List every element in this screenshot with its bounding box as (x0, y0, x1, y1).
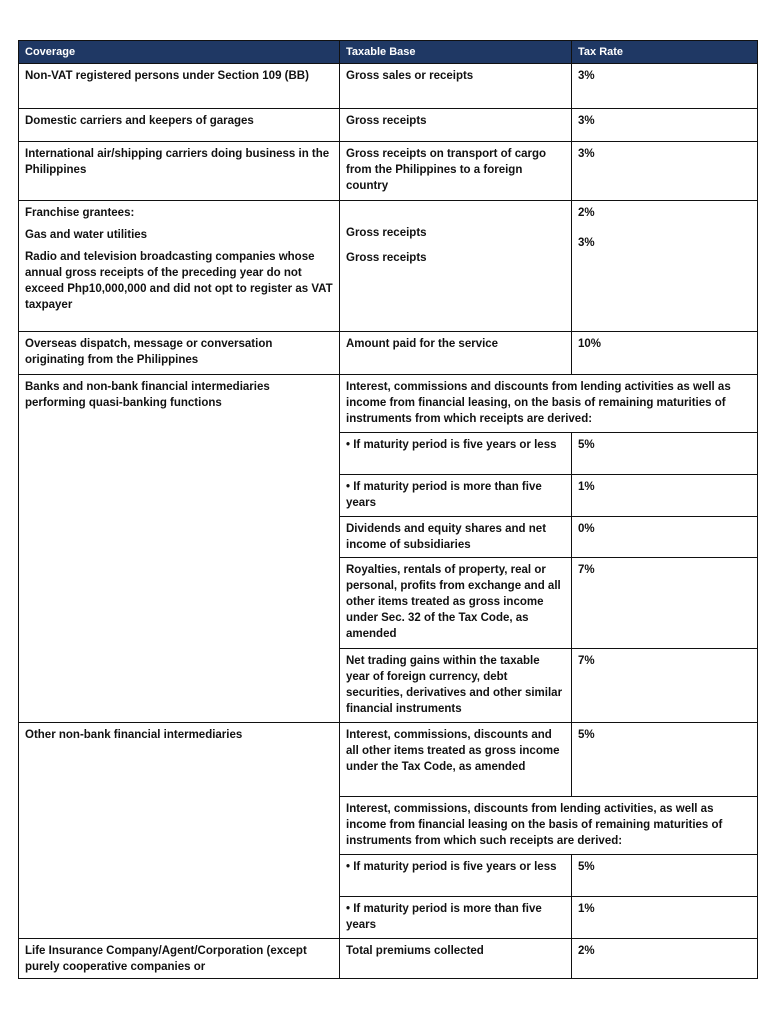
table-row (19, 723, 758, 797)
franchise-radio: Radio and television broadcasting companies whose annual gross receipts of the preceding year do not exceed Php10,000,000 and did not opt to register as VAT taxpayer (25, 251, 333, 311)
table-row (19, 64, 758, 109)
coverage-cell: International air/shipping carriers doing business in the Philippines (19, 142, 340, 201)
coverage-cell (19, 201, 340, 332)
table-row (19, 332, 758, 375)
table-row (19, 201, 758, 332)
franchise-radio-base: Gross receipts (346, 252, 427, 264)
taxable-base-cell (340, 201, 572, 332)
taxable-base-cell: • If maturity period is five years or less (340, 855, 572, 897)
tax-rate-cell: 2% (572, 939, 758, 979)
header-coverage: Coverage (19, 41, 340, 64)
tax-rate-cell: 5% (572, 855, 758, 897)
coverage-cell: Non-VAT registered persons under Section 109 (BB) (19, 64, 340, 109)
table-row (19, 142, 758, 201)
taxable-base-intro: Interest, commissions and discounts from lending activities as well as income from financial leasing, on the basis of remaining maturities of instruments from which receipts are derived: (340, 375, 758, 433)
tax-rate-cell: 1% (572, 475, 758, 517)
coverage-cell: Banks and non-bank financial intermediaries performing quasi-banking functions (19, 375, 340, 723)
taxable-base-cell: • If maturity period is five years or less (340, 433, 572, 475)
coverage-cell: Life Insurance Company/Agent/Corporation (except purely cooperative companies or (19, 939, 340, 979)
tax-rate-cell: 5% (572, 723, 758, 797)
coverage-cell: Other non-bank financial intermediaries (19, 723, 340, 939)
franchise-radio-rate: 3% (578, 237, 595, 249)
tax-rate-cell: 5% (572, 433, 758, 475)
taxable-base-cell: • If maturity period is more than five years (340, 475, 572, 517)
taxable-base-cell: Amount paid for the service (340, 332, 572, 375)
taxable-base-cell: Gross sales or receipts (340, 64, 572, 109)
tax-rate-cell: 0% (572, 517, 758, 558)
tax-rate-cell: 1% (572, 897, 758, 939)
coverage-cell: Overseas dispatch, message or conversation originating from the Philippines (19, 332, 340, 375)
tax-rate-cell: 7% (572, 558, 758, 649)
table-row (19, 939, 758, 979)
header-taxable-base: Taxable Base (340, 41, 572, 64)
taxable-base-cell: Total premiums collected (340, 939, 572, 979)
tax-table (18, 40, 758, 979)
header-row (19, 41, 758, 64)
table-row (19, 375, 758, 433)
tax-rate-cell: 7% (572, 649, 758, 723)
header-tax-rate: Tax Rate (572, 41, 758, 64)
coverage-cell: Domestic carriers and keepers of garages (19, 109, 340, 142)
franchise-gas-rate: 2% (578, 207, 595, 219)
taxable-base-cell: Interest, commissions, discounts and all other items treated as gross income under the Tax Code, as amended (340, 723, 572, 797)
taxable-base-cell: Net trading gains within the taxable year of foreign currency, debt securities, derivatives and other similar financial instruments (340, 649, 572, 723)
taxable-base-intro: Interest, commissions, discounts from lending activities, as well as income from financial leasing on the basis of remaining maturities of instruments from which such receipts are derived: (340, 797, 758, 855)
franchise-title: Franchise grantees: (25, 207, 135, 219)
tax-rate-cell: 3% (572, 142, 758, 201)
tax-rate-cell: 3% (572, 64, 758, 109)
table-row (19, 109, 758, 142)
tax-rate-cell: 10% (572, 332, 758, 375)
taxable-base-cell: Royalties, rentals of property, real or personal, profits from exchange and all other items treated as gross income under Sec. 32 of the Tax Code, as amended (340, 558, 572, 649)
taxable-base-cell: • If maturity period is more than five years (340, 897, 572, 939)
taxable-base-cell: Gross receipts on transport of cargo from the Philippines to a foreign country (340, 142, 572, 201)
tax-rate-cell (572, 201, 758, 332)
tax-rate-cell: 3% (572, 109, 758, 142)
taxable-base-cell: Dividends and equity shares and net income of subsidiaries (340, 517, 572, 558)
franchise-gas: Gas and water utilities (25, 229, 148, 241)
franchise-gas-base: Gross receipts (346, 227, 427, 239)
taxable-base-cell: Gross receipts (340, 109, 572, 142)
